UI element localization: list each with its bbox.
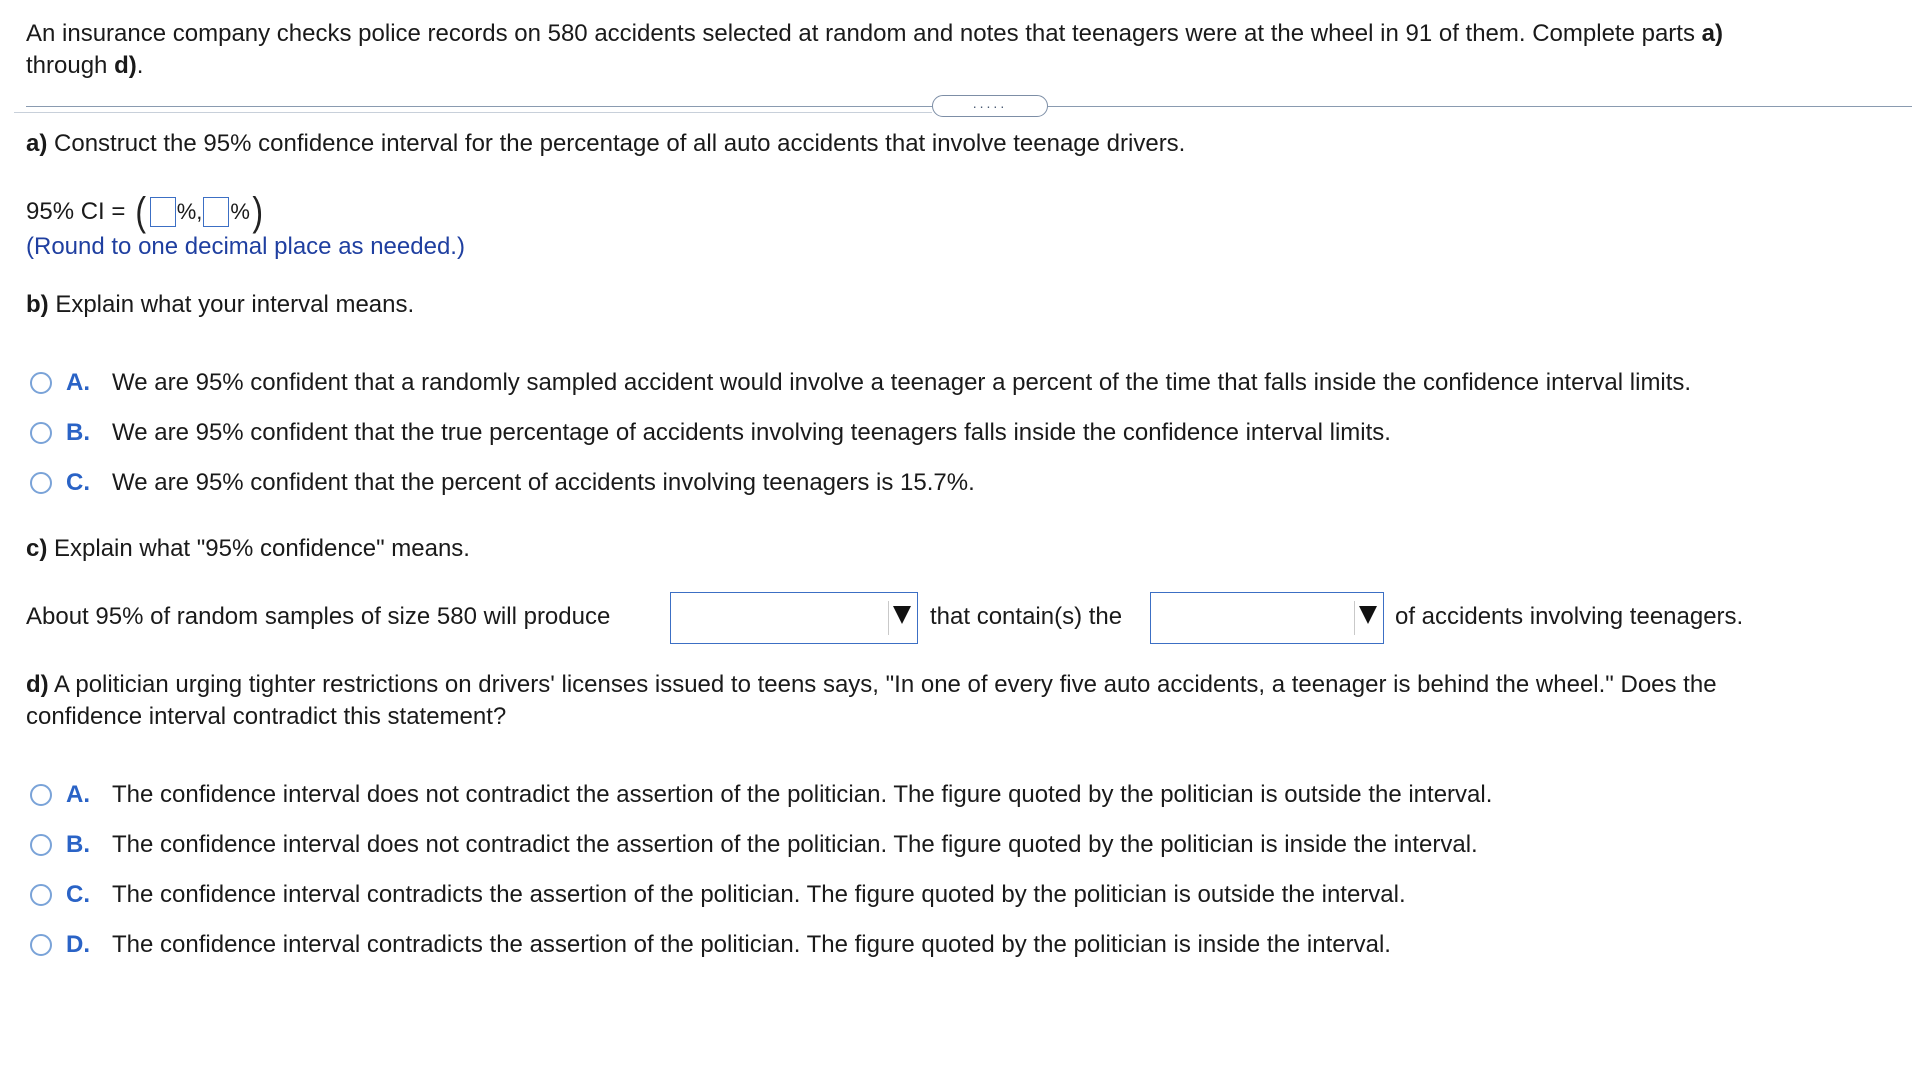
part-d-prompt-line2: confidence interval contradict this statement? — [26, 703, 507, 730]
intro-part-d-ref: d) — [114, 52, 137, 79]
expand-button[interactable]: ..... — [932, 95, 1048, 117]
choice-text: The confidence interval does not contradict the assertion of the politician. The figure quoted by the politician is outside the interval. — [112, 781, 1493, 808]
samples-dropdown[interactable] — [670, 592, 918, 644]
choice-text: We are 95% confident that a randomly sampled accident would involve a teenager a percent of the time that falls inside the confidence interval limits. — [112, 369, 1692, 396]
divider-right — [1048, 106, 1912, 107]
part-b-prompt — [26, 289, 414, 321]
divider-left — [26, 106, 932, 107]
part-b-choice-a[interactable] — [30, 367, 1691, 399]
part-d-choice-c[interactable] — [30, 879, 1406, 911]
choice-text: The confidence interval does not contradict the assertion of the politician. The figure quoted by the politician is inside the interval. — [112, 831, 1478, 858]
part-a-prompt — [26, 128, 1185, 160]
open-paren: ( — [135, 190, 147, 234]
part-b-label: b) — [26, 291, 49, 318]
radio-button[interactable] — [30, 934, 52, 956]
percent-comma: %, — [176, 199, 203, 224]
part-d-choice-b[interactable] — [30, 829, 1478, 861]
choice-text: We are 95% confident that the true percentage of accidents involving teenagers falls inside the confidence interval limits. — [112, 419, 1391, 446]
choice-text: We are 95% confident that the percent of accidents involving teenagers is 15.7%. — [112, 469, 975, 496]
part-d-prompt-line1 — [26, 669, 1717, 701]
parameter-dropdown[interactable] — [1150, 592, 1384, 644]
part-c-sentence-end: of accidents involving teenagers. — [1395, 603, 1744, 630]
part-c-sentence-start: About 95% of random samples of size 580 will produce — [26, 603, 611, 630]
radio-button[interactable] — [30, 834, 52, 856]
choice-letter: B. — [66, 831, 90, 858]
percent-sign: % — [230, 199, 250, 224]
divider-left-faint — [14, 112, 932, 113]
choice-text: The confidence interval contradicts the assertion of the politician. The figure quoted by the politician is inside the interval. — [112, 931, 1391, 958]
part-b-choice-b[interactable] — [30, 417, 1391, 449]
part-d-label: d) — [26, 671, 49, 698]
choice-letter: D. — [66, 931, 90, 958]
part-c-sentence-mid: that contain(s) the — [930, 603, 1123, 630]
radio-button[interactable] — [30, 784, 52, 806]
part-c-text: Explain what "95% confidence" means. — [47, 535, 470, 562]
choice-letter: C. — [66, 881, 90, 908]
intro-through-text: through — [26, 52, 115, 79]
ci-lower-input[interactable] — [150, 197, 176, 227]
radio-button[interactable] — [30, 884, 52, 906]
intro-end: . — [136, 52, 144, 79]
part-a-text: Construct the 95% confidence interval for the percentage of all auto accidents that involve teenage drivers. — [47, 130, 1186, 157]
part-d-choice-a[interactable] — [30, 779, 1492, 811]
part-b-choice-c[interactable] — [30, 467, 975, 499]
chevron-down-icon[interactable] — [1359, 606, 1377, 624]
round-hint: (Round to one decimal place as needed.) — [26, 233, 465, 260]
close-paren: ) — [252, 190, 263, 234]
chevron-down-icon[interactable] — [893, 606, 911, 624]
ci-label: 95% CI = — [26, 198, 126, 225]
intro-part-a-ref: a) — [1701, 20, 1723, 47]
choice-text: The confidence interval contradicts the assertion of the politician. The figure quoted by the politician is outside the interval. — [112, 881, 1406, 908]
part-d-choice-d[interactable] — [30, 929, 1391, 961]
choice-letter: A. — [66, 369, 90, 396]
part-d-text: A politician urging tighter restrictions on drivers' licenses issued to teens says, "In one of every five auto accidents, a teenager is behind the wheel." Does the — [48, 671, 1717, 698]
question-intro — [26, 18, 1886, 82]
radio-button[interactable] — [30, 372, 52, 394]
ci-answer-row — [26, 192, 265, 232]
choice-letter: B. — [66, 419, 90, 446]
part-b-text: Explain what your interval means. — [48, 291, 415, 318]
part-a-label: a) — [26, 130, 48, 157]
radio-button[interactable] — [30, 422, 52, 444]
radio-button[interactable] — [30, 472, 52, 494]
choice-letter: A. — [66, 781, 90, 808]
choice-letter: C. — [66, 469, 90, 496]
intro-text: An insurance company checks police records on 580 accidents selected at random and notes that teenagers were at the wheel in 91 of them. Complete parts — [26, 20, 1702, 47]
ci-upper-input[interactable] — [203, 197, 229, 227]
part-c-label: c) — [26, 535, 48, 562]
part-c-prompt — [26, 533, 470, 565]
